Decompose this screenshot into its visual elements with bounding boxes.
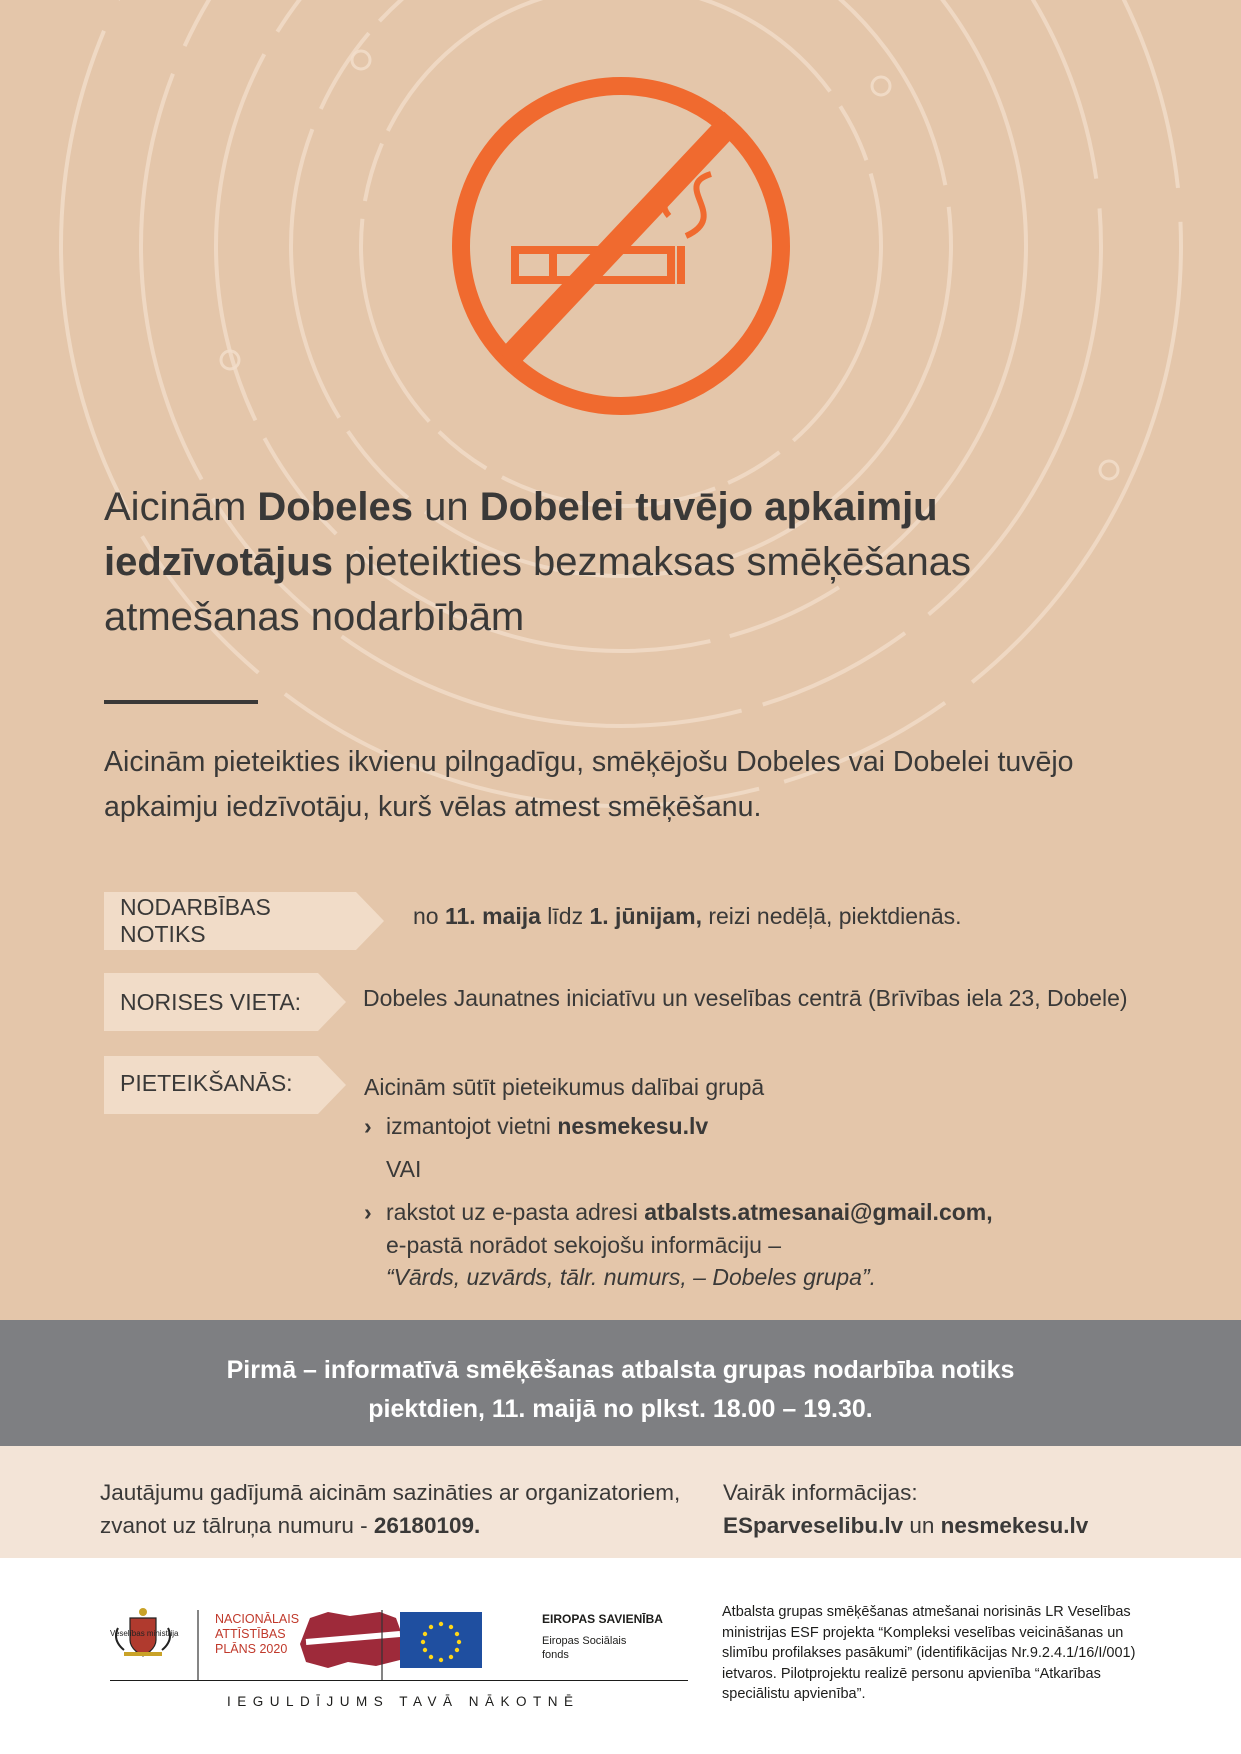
nap-line-2: ATTĪSTĪBAS — [215, 1627, 286, 1641]
registration-tag-label: PIETEIKŠANĀS: — [120, 1070, 293, 1096]
headline-bold-city: Dobeles — [257, 485, 413, 529]
start-date: 11. maija — [444, 903, 541, 929]
schedule-text: reizi nedēļā, piektdienās. — [701, 903, 962, 929]
announcement-line-1: Pirmā – informatīvā smēķēšanas atbalsta grupas nodarbība notiks — [226, 1356, 1015, 1384]
eu-flag-icon — [400, 1612, 482, 1668]
more-info-label: Vairāk informācijas: — [723, 1480, 918, 1505]
announcement-text — [0, 1351, 1241, 1429]
chevron-right-icon: › — [364, 1113, 372, 1139]
headline — [104, 480, 1164, 645]
registration-or: VAI — [386, 1156, 422, 1182]
nesmekesu-link[interactable]: nesmekesu.lv — [940, 1513, 1089, 1538]
chevron-right-icon: › — [364, 1199, 372, 1225]
schedule-text: līdz — [540, 903, 590, 929]
registration-tag — [104, 1056, 318, 1114]
website-link[interactable]: nesmekesu.lv — [557, 1113, 709, 1139]
contact-text: zvanot uz tālruņa numuru - — [100, 1513, 374, 1538]
nap-line-3: PLĀNS 2020 — [215, 1642, 288, 1656]
headline-bold-residents: Dobelei tuvējo apkaimju iedzīvotājus — [104, 485, 938, 584]
contact-info — [100, 1476, 680, 1542]
eu-title: EIROPAS SAVIENĪBA — [542, 1612, 663, 1626]
ministry-caption: Veselības ministrija — [110, 1629, 179, 1638]
nap-logo-text — [215, 1612, 299, 1657]
no-smoking-icon — [441, 66, 801, 426]
slogan: IEGULDĪJUMS TAVĀ NĀKOTNĒ — [227, 1694, 580, 1709]
option-text: izmantojot vietni — [386, 1113, 558, 1139]
intro-paragraph: Aicinām pieteikties ikvienu pilngadīgu, smēķējošu Dobeles vai Dobelei tuvējo apkaimju iedzīvotāju, kurš vēlas atmest smēķēšanu. — [104, 746, 1074, 823]
venue-tag-label: NORISES VIETA: — [120, 988, 302, 1015]
divider — [104, 700, 258, 704]
email-instruction: e-pastā norādot sekojošu informāciju – — [386, 1232, 782, 1258]
headline-text: un — [413, 485, 480, 529]
nap-line-1: NACIONĀLAIS — [215, 1612, 300, 1626]
registration-option-website — [364, 1111, 708, 1141]
venue-detail: Dobeles Jaunatnes iniciatīvu un veselības centrā (Brīvības iela 23, Dobele) — [363, 985, 1128, 1011]
registration-option-email — [364, 1197, 993, 1227]
headline-text: Aicinām — [104, 485, 258, 529]
contact-line-1: Jautājumu gadījumā aicinām sazināties ar organizatoriem, — [100, 1480, 681, 1505]
esparveselibu-link[interactable]: ESparveselibu.lv — [723, 1513, 904, 1538]
email-format: “Vārds, uzvārds, tālr. numurs, – Dobeles grupa”. — [386, 1264, 877, 1290]
registration-lead: Aicinām sūtīt pieteikumus dalībai grupā — [364, 1074, 765, 1100]
end-date: 1. jūnijam, — [589, 903, 702, 929]
contact-line-2 — [100, 1509, 680, 1542]
eu-fund: Eiropas Sociālais fonds — [542, 1635, 627, 1661]
schedule-tag-label: NODARBĪBAS NOTIKS — [120, 894, 271, 947]
email-link[interactable]: atbalsts.atmesanai@gmail.com, — [644, 1199, 993, 1225]
schedule-tag — [104, 892, 356, 950]
more-info-links — [723, 1509, 1088, 1542]
headline-text: pieteikties bezmaksas smēķēšanas atmešanas nodarbībām — [104, 540, 972, 639]
schedule-text: no — [413, 903, 445, 929]
more-info — [723, 1476, 1088, 1542]
logo-divider — [110, 1680, 688, 1681]
phone-number[interactable]: 26180109. — [373, 1513, 481, 1538]
and-text: un — [903, 1513, 941, 1538]
option-text: rakstot uz e-pasta adresi — [386, 1199, 645, 1225]
footnote: Atbalsta grupas smēķēšanas atmešanai norisinās LR Veselības ministrijas ESF projekta “Kompleksi veselības veicināšanas un slimību profilakses pasākumi” (identifikācijas Nr.9.2.4.1/16/I/001) ietvaros. Pilotprojektu realizē personu apvienība “Atkarības speciālistu apvienība”. — [722, 1604, 1136, 1702]
venue-tag — [104, 973, 318, 1031]
schedule-detail — [413, 903, 962, 930]
announcement-line-2: piektdien, 11. maijā no plkst. 18.00 – 19.30. — [368, 1395, 873, 1423]
